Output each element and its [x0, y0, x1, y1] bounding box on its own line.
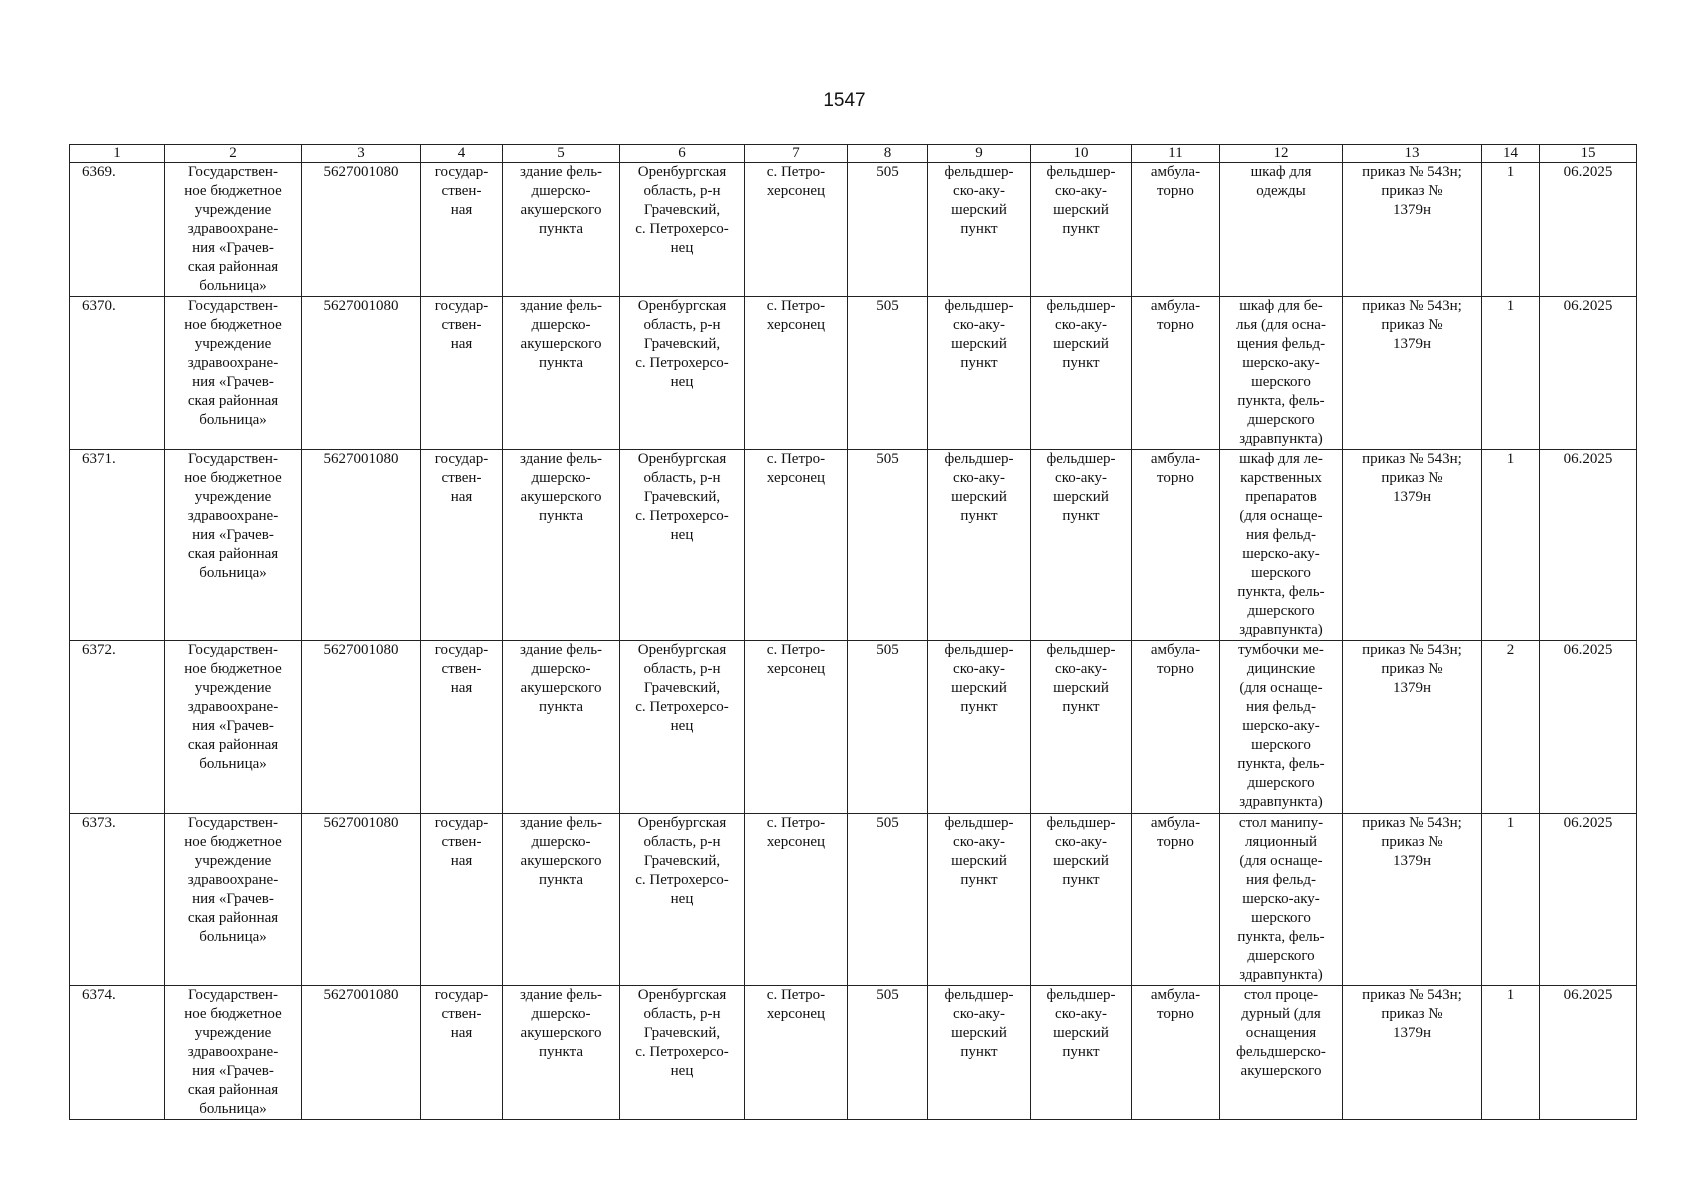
column-number: 11 [1132, 145, 1220, 163]
table-cell: 5627001080 [302, 641, 421, 814]
table-cell: шкаф для бе- лья (для осна- щения фельд- шерско-аку- шерского пункта, фель- дшерского здравпункта) [1220, 297, 1343, 450]
table-cell: 505 [848, 641, 928, 814]
table-cell: 2 [1482, 641, 1540, 814]
table-cell: фельдшер- ско-аку- шерский пункт [1031, 297, 1132, 450]
table-row [70, 814, 1637, 986]
table-row [70, 163, 1637, 297]
table-cell: фельдшер- ско-аку- шерский пункт [928, 814, 1031, 986]
table-cell: приказ № 543н; приказ № 1379н [1343, 986, 1482, 1120]
table-cell: 5627001080 [302, 163, 421, 297]
table-cell: с. Петро- херсонец [745, 297, 848, 450]
table-cell: Государствен- ное бюджетное учреждение здравоохране- ния «Грачев- ская районная больница» [165, 450, 302, 641]
table-cell: с. Петро- херсонец [745, 163, 848, 297]
page-number: 1547 [823, 90, 866, 111]
column-number-row [70, 145, 1637, 163]
table-cell: 1 [1482, 297, 1540, 450]
table-cell: здание фель- дшерско- акушерского пункта [503, 163, 620, 297]
registry-table [69, 144, 1637, 1120]
column-number: 13 [1343, 145, 1482, 163]
table-cell: приказ № 543н; приказ № 1379н [1343, 297, 1482, 450]
table-cell: Оренбургская область, р-н Грачевский, с. Петрохерсо- нец [620, 641, 745, 814]
table-cell: фельдшер- ско-аку- шерский пункт [928, 641, 1031, 814]
table-cell: Государствен- ное бюджетное учреждение здравоохране- ния «Грачев- ская районная больница» [165, 986, 302, 1120]
table-cell: 5627001080 [302, 450, 421, 641]
table-cell: приказ № 543н; приказ № 1379н [1343, 163, 1482, 297]
table-cell: приказ № 543н; приказ № 1379н [1343, 641, 1482, 814]
column-number: 8 [848, 145, 928, 163]
column-number: 6 [620, 145, 745, 163]
column-number: 5 [503, 145, 620, 163]
table-cell: Оренбургская область, р-н Грачевский, с. Петрохерсо- нец [620, 450, 745, 641]
table-cell: здание фель- дшерско- акушерского пункта [503, 986, 620, 1120]
column-number: 3 [302, 145, 421, 163]
table-cell: фельдшер- ско-аку- шерский пункт [1031, 986, 1132, 1120]
table-cell: стол проце- дурный (для оснащения фельдшерско- акушерского [1220, 986, 1343, 1120]
column-number: 14 [1482, 145, 1540, 163]
column-number: 10 [1031, 145, 1132, 163]
table-cell: шкаф для одежды [1220, 163, 1343, 297]
table-cell: тумбочки ме- дицинские (для оснаще- ния фельд- шерско-аку- шерского пункта, фель- дшерского здравпункта) [1220, 641, 1343, 814]
table-cell: приказ № 543н; приказ № 1379н [1343, 450, 1482, 641]
column-number: 4 [421, 145, 503, 163]
table-cell: Государствен- ное бюджетное учреждение здравоохране- ния «Грачев- ская районная больница» [165, 641, 302, 814]
table-cell: амбула- торно [1132, 163, 1220, 297]
table-row [70, 297, 1637, 450]
column-number: 15 [1540, 145, 1637, 163]
table-cell: 505 [848, 986, 928, 1120]
table-cell: фельдшер- ско-аку- шерский пункт [928, 297, 1031, 450]
row-number-cell: 6369. [70, 163, 165, 297]
table-row [70, 986, 1637, 1120]
table-cell: с. Петро- херсонец [745, 814, 848, 986]
table-cell: 06.2025 [1540, 641, 1637, 814]
table-cell: здание фель- дшерско- акушерского пункта [503, 641, 620, 814]
table-cell: государ- ствен- ная [421, 641, 503, 814]
table-cell: Государствен- ное бюджетное учреждение здравоохране- ния «Грачев- ская районная больница» [165, 163, 302, 297]
table-cell: государ- ствен- ная [421, 163, 503, 297]
table-cell: 5627001080 [302, 986, 421, 1120]
table-cell: Государствен- ное бюджетное учреждение здравоохране- ния «Грачев- ская районная больница» [165, 814, 302, 986]
table-cell: амбула- торно [1132, 986, 1220, 1120]
table-cell: Оренбургская область, р-н Грачевский, с. Петрохерсо- нец [620, 163, 745, 297]
table-cell: Оренбургская область, р-н Грачевский, с. Петрохерсо- нец [620, 986, 745, 1120]
table-cell: амбула- торно [1132, 814, 1220, 986]
table-cell: государ- ствен- ная [421, 814, 503, 986]
table-cell: 06.2025 [1540, 163, 1637, 297]
table-row [70, 641, 1637, 814]
row-number-cell: 6372. [70, 641, 165, 814]
table-cell: амбула- торно [1132, 641, 1220, 814]
table-cell: 1 [1482, 450, 1540, 641]
table-cell: государ- ствен- ная [421, 986, 503, 1120]
table-cell: 06.2025 [1540, 297, 1637, 450]
row-number-cell: 6371. [70, 450, 165, 641]
table-cell: здание фель- дшерско- акушерского пункта [503, 814, 620, 986]
table-cell: фельдшер- ско-аку- шерский пункт [1031, 641, 1132, 814]
table-cell: шкаф для ле- карственных препаратов (для оснаще- ния фельд- шерско-аку- шерского пункта, фель- дшерского здравпункта) [1220, 450, 1343, 641]
table-cell: здание фель- дшерско- акушерского пункта [503, 450, 620, 641]
table-cell: 505 [848, 297, 928, 450]
column-number: 12 [1220, 145, 1343, 163]
table-cell: фельдшер- ско-аку- шерский пункт [928, 163, 1031, 297]
table-cell: Оренбургская область, р-н Грачевский, с. Петрохерсо- нец [620, 297, 745, 450]
column-number: 1 [70, 145, 165, 163]
column-number: 2 [165, 145, 302, 163]
table-cell: приказ № 543н; приказ № 1379н [1343, 814, 1482, 986]
table-cell: 06.2025 [1540, 986, 1637, 1120]
table-cell: 06.2025 [1540, 814, 1637, 986]
table-cell: 06.2025 [1540, 450, 1637, 641]
table-cell: с. Петро- херсонец [745, 641, 848, 814]
table-cell: амбула- торно [1132, 297, 1220, 450]
table-cell: 1 [1482, 986, 1540, 1120]
table-cell: государ- ствен- ная [421, 450, 503, 641]
row-number-cell: 6370. [70, 297, 165, 450]
row-number-cell: 6373. [70, 814, 165, 986]
table-cell: 505 [848, 163, 928, 297]
table-cell: стол манипу- ляционный (для оснаще- ния фельд- шерско-аку- шерского пункта, фель- дшерского здравпункта) [1220, 814, 1343, 986]
table-cell: фельдшер- ско-аку- шерский пункт [928, 450, 1031, 641]
column-number: 7 [745, 145, 848, 163]
table-cell: с. Петро- херсонец [745, 450, 848, 641]
table-cell: государ- ствен- ная [421, 297, 503, 450]
table-cell: 1 [1482, 163, 1540, 297]
row-number-cell: 6374. [70, 986, 165, 1120]
table-cell: фельдшер- ско-аку- шерский пункт [1031, 163, 1132, 297]
table-cell: 1 [1482, 814, 1540, 986]
table-cell: фельдшер- ско-аку- шерский пункт [928, 986, 1031, 1120]
table-cell: 5627001080 [302, 297, 421, 450]
table-cell: здание фель- дшерско- акушерского пункта [503, 297, 620, 450]
table-row [70, 450, 1637, 641]
table-cell: Государствен- ное бюджетное учреждение здравоохране- ния «Грачев- ская районная больница» [165, 297, 302, 450]
table-cell: 505 [848, 450, 928, 641]
column-number: 9 [928, 145, 1031, 163]
table-cell: фельдшер- ско-аку- шерский пункт [1031, 814, 1132, 986]
table-cell: 5627001080 [302, 814, 421, 986]
table-cell: Оренбургская область, р-н Грачевский, с. Петрохерсо- нец [620, 814, 745, 986]
table-cell: с. Петро- херсонец [745, 986, 848, 1120]
table-cell: фельдшер- ско-аку- шерский пункт [1031, 450, 1132, 641]
table-cell: амбула- торно [1132, 450, 1220, 641]
table-cell: 505 [848, 814, 928, 986]
